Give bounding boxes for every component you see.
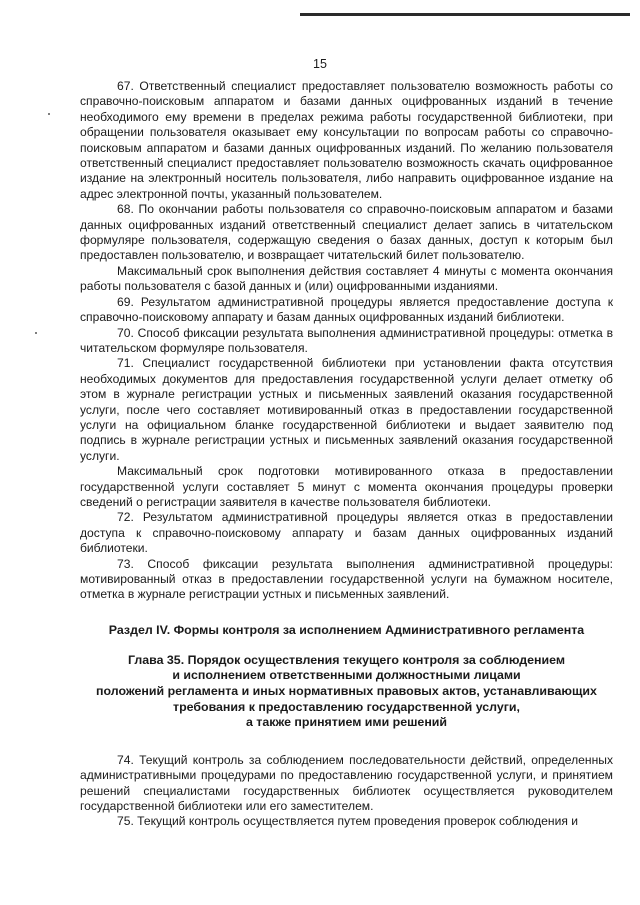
document-body (80, 79, 613, 830)
paragraph-68-max-time: Максимальный срок выполнения действия составляет 4 минуты с момента окончания работы пользователя с базой данных и (или) оцифрованными изданиями. (80, 263, 613, 294)
paragraph-72: 72. Результатом административной процедуры является отказ в предоставлении доступа к справочно-поисковому аппарату и базам данных оцифрованных изданий библиотеки. (80, 510, 613, 556)
paragraph-74: 74. Текущий контроль за соблюдением последовательности действий, определенных административными процедурами по предоставлению государственной услуги, и принятием решений специалистами государственных библиотек осуществляется руководителем государственной библиотеки или его заместителем. (80, 752, 613, 813)
paragraph-71-max-time: Максимальный срок подготовки мотивированного отказа в предоставлении государственной услуги составляет 5 минут с момента окончания процедуры проверки сведений о регистрации заявителя в качестве пользователя библиотеки. (80, 464, 613, 509)
chapter-heading (80, 653, 613, 731)
chapter-heading-line: и исполнением ответственными должностными лицами (172, 668, 521, 683)
chapter-heading-line: Глава 35. Порядок осуществления текущего контроля за соблюдением (127, 652, 566, 667)
chapter-heading-line: а также принятием ими решений (245, 715, 448, 730)
scan-speck (35, 332, 37, 334)
scan-speck (48, 113, 50, 115)
section-heading: Раздел IV. Формы контроля за исполнением Административного регламента (108, 622, 585, 637)
top-rule (300, 13, 630, 16)
paragraph-73: 73. Способ фиксации результата выполнения административной процедуры: мотивированный отказ в предоставлении государственной услуги на бумажном носителе, отметка в журнале регистрации устных и письменных заявлений. (80, 556, 613, 602)
paragraph-69: 69. Результатом административной процедуры является предоставление доступа к справочно-поисковому аппарату и базам данных оцифрованных изданий библиотеки. (80, 294, 613, 325)
paragraph-75: 75. Текущий контроль осуществляется путем проведения проверок соблюдения и (117, 814, 578, 829)
chapter-heading-line: требования к предоставлению государственной услуги, (173, 699, 520, 714)
paragraph-71: 71. Специалист государственной библиотеки при установлении факта отсутствия необходимых документов для предоставления государственной услуги делает отметку об этом в журнале регистрации устных и письменных заявлений оказания государственной услуги, после чего составляет мотивированный отказ в предоставлении государственной услуги на официальном бланке государственной библиотеки и выдает заявителю под подпись в журнале регистрации устных и письменных заявлений оказания государственной услуги. (80, 356, 613, 463)
paragraph-68: 68. По окончании работы пользователя со справочно-поисковым аппаратом и базами данных оцифрованных изданий ответственный специалист делает запись в читательском формуляре пользователя, содержащую сведения о базах данных, доступ к которым был предоставлен пользователю, и возвращает читательский билет пользователю. (80, 202, 613, 263)
chapter-heading-line: положений регламента и иных нормативных правовых актов, устанавливающих (96, 684, 597, 698)
page-number: 15 (313, 57, 327, 71)
paragraph-70: 70. Способ фиксации результата выполнения административной процедуры: отметка в читательском формуляре пользователя. (80, 325, 613, 355)
paragraph-67: 67. Ответственный специалист предоставляет пользователю возможность работы со справочно-поисковым аппаратом и базами данных оцифрованных изданий в течение необходимого ему времени в пределах режима работы государственной библиотеки, при обращении пользователя оказывает ему консультации по вопросам работы со справочно-поисковым аппаратом и базами данных оцифрованных изданий. По желанию пользователя ответственный специалист предоставляет пользователю возможность скачать оцифрованное издание на электронный носитель пользователя, либо направить оцифрованное издание на адрес электронной почты, указанный пользователем. (80, 79, 613, 201)
